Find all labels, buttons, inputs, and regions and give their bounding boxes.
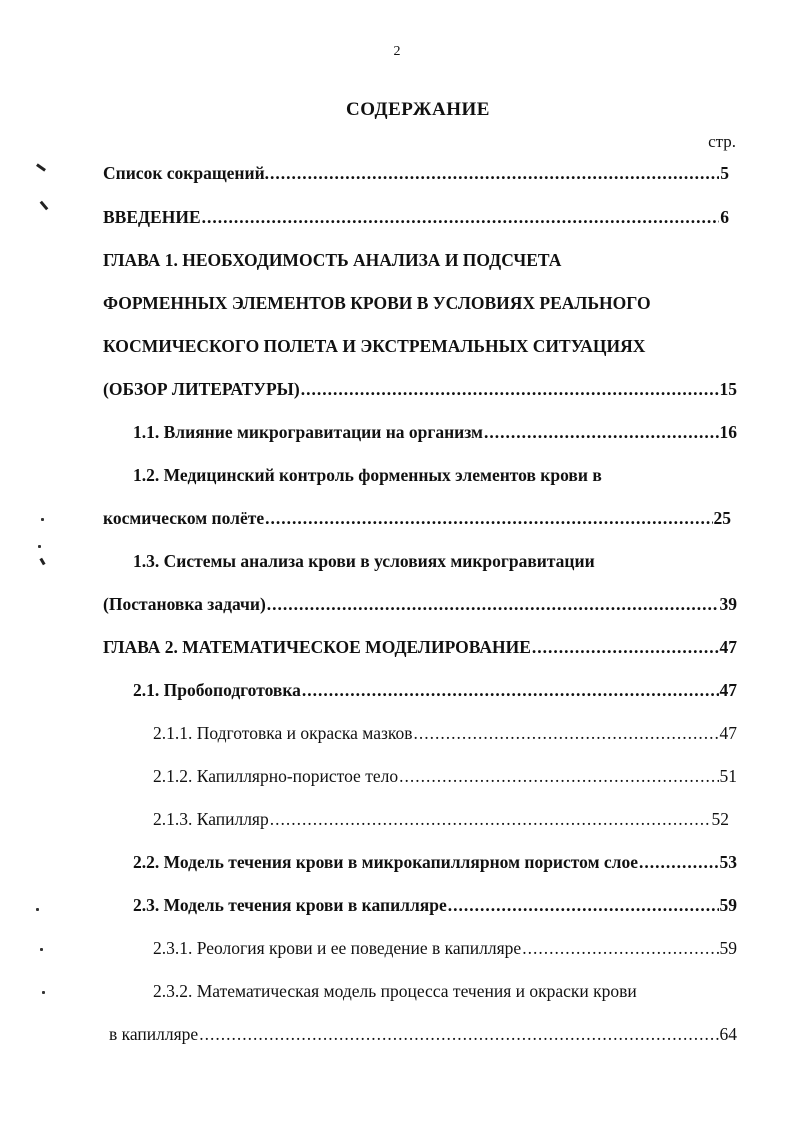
entry-page: 5: [720, 163, 729, 183]
toc-entry-chapter2[interactable]: [103, 637, 737, 658]
toc-entry-2-2[interactable]: [133, 852, 737, 873]
dot-leader: [399, 766, 718, 787]
toc-entry-1-1[interactable]: [133, 422, 737, 443]
entry-text: (ОБЗОР ЛИТЕРАТУРЫ): [103, 379, 300, 399]
toc-entry-1-3-line1[interactable]: 1.3. Системы анализа крови в условиях микрогравитации: [133, 551, 595, 571]
entry-page: 6: [720, 207, 729, 227]
toc-entry-1-2-line1[interactable]: 1.2. Медицинский контроль форменных элементов крови в: [133, 465, 602, 485]
entry-page: 59: [719, 895, 737, 915]
page-column-label: стр.: [708, 132, 736, 151]
entry-text: 2.3. Модель течения крови в капилляре: [133, 895, 447, 915]
entry-page: 47: [719, 637, 737, 657]
toc-entry-2-3-1[interactable]: [153, 938, 737, 959]
entry-text: 2.1.2. Капиллярно-пористое тело: [153, 766, 399, 786]
scan-mark: [41, 518, 44, 521]
entry-text: 2.3.1. Реология крови и ее поведение в капилляре: [153, 938, 522, 958]
toc-entry-2-1-3[interactable]: [153, 809, 729, 830]
entry-text: 2.2. Модель течения крови в микрокапиллярном пористом слое: [133, 852, 638, 872]
dot-leader: [302, 680, 719, 701]
toc-entry-chapter1-line2[interactable]: ФОРМЕННЫХ ЭЛЕМЕНТОВ КРОВИ В УСЛОВИЯХ РЕАЛЬНОГО: [103, 293, 651, 313]
scan-mark: [36, 908, 39, 911]
toc-entry-2-1-2[interactable]: [153, 766, 737, 787]
dot-leader: [267, 594, 719, 615]
toc-entry-2-1[interactable]: [133, 680, 737, 701]
scan-mark: [39, 558, 45, 566]
toc-title: СОДЕРЖАНИЕ: [346, 99, 490, 120]
entry-page: 53: [719, 852, 737, 872]
toc-entry-1-2-line2[interactable]: [103, 508, 731, 529]
toc-entry-chapter1-line4[interactable]: [103, 379, 737, 400]
entry-text: (Постановка задачи): [103, 594, 266, 614]
toc-entry-abbreviations[interactable]: [103, 163, 729, 184]
entry-text: в капилляре: [109, 1024, 199, 1044]
entry-page: 47: [719, 680, 737, 700]
entry-text: ВВЕДЕНИЕ: [103, 207, 201, 227]
entry-text: 2.1.3. Капилляр: [153, 809, 269, 829]
entry-text: ГЛАВА 2. МАТЕМАТИЧЕСКОЕ МОДЕЛИРОВАНИЕ: [103, 637, 531, 657]
dot-leader: [414, 723, 719, 744]
dot-leader: [448, 895, 719, 916]
toc-entry-chapter1-line3[interactable]: КОСМИЧЕСКОГО ПОЛЕТА И ЭКСТРЕМАЛЬНЫХ СИТУАЦИЯХ: [103, 336, 646, 356]
toc-entry-chapter1-line1[interactable]: ГЛАВА 1. НЕОБХОДИМОСТЬ АНАЛИЗА И ПОДСЧЕТА: [103, 250, 562, 270]
entry-text: 2.1.1. Подготовка и окраска мазков: [153, 723, 413, 743]
scan-mark: [36, 163, 46, 171]
entry-page: 47: [719, 723, 737, 743]
entry-page: 25: [713, 508, 731, 528]
page-number: 2: [393, 44, 401, 59]
toc-entry-introduction[interactable]: [103, 207, 729, 228]
dot-leader: [270, 809, 711, 830]
entry-text: 2.1. Пробоподготовка: [133, 680, 301, 700]
entry-page: 16: [719, 422, 737, 442]
entry-page: 15: [719, 379, 737, 399]
dot-leader: [532, 637, 719, 658]
entry-text: космическом полёте: [103, 508, 265, 528]
scan-mark: [40, 948, 43, 951]
entry-text: Список сокращений.: [103, 163, 270, 183]
entry-page: 51: [719, 766, 737, 786]
dot-leader: [199, 1024, 718, 1045]
toc-entry-1-3-line2[interactable]: [103, 594, 737, 615]
dot-leader: [484, 422, 719, 443]
dot-leader: [522, 938, 718, 959]
toc-entry-2-3-2-line1[interactable]: 2.3.2. Математическая модель процесса течения и окраски крови: [153, 981, 637, 1001]
scan-mark: [38, 545, 41, 548]
scan-mark: [42, 991, 45, 994]
entry-page: 39: [719, 594, 737, 614]
dot-leader: [270, 163, 719, 184]
entry-page: 59: [719, 938, 737, 958]
entry-page: 52: [711, 809, 729, 829]
entry-text: 1.1. Влияние микрогравитации на организм: [133, 422, 483, 442]
toc-entry-2-3-2-line2[interactable]: [109, 1024, 737, 1045]
dot-leader: [639, 852, 719, 873]
dot-leader: [301, 379, 719, 400]
toc-entry-2-1-1[interactable]: [153, 723, 737, 744]
entry-page: 64: [719, 1024, 737, 1044]
dot-leader: [202, 207, 720, 228]
dot-leader: [265, 508, 712, 529]
scan-mark: [40, 201, 49, 211]
toc-entry-2-3[interactable]: [133, 895, 737, 916]
